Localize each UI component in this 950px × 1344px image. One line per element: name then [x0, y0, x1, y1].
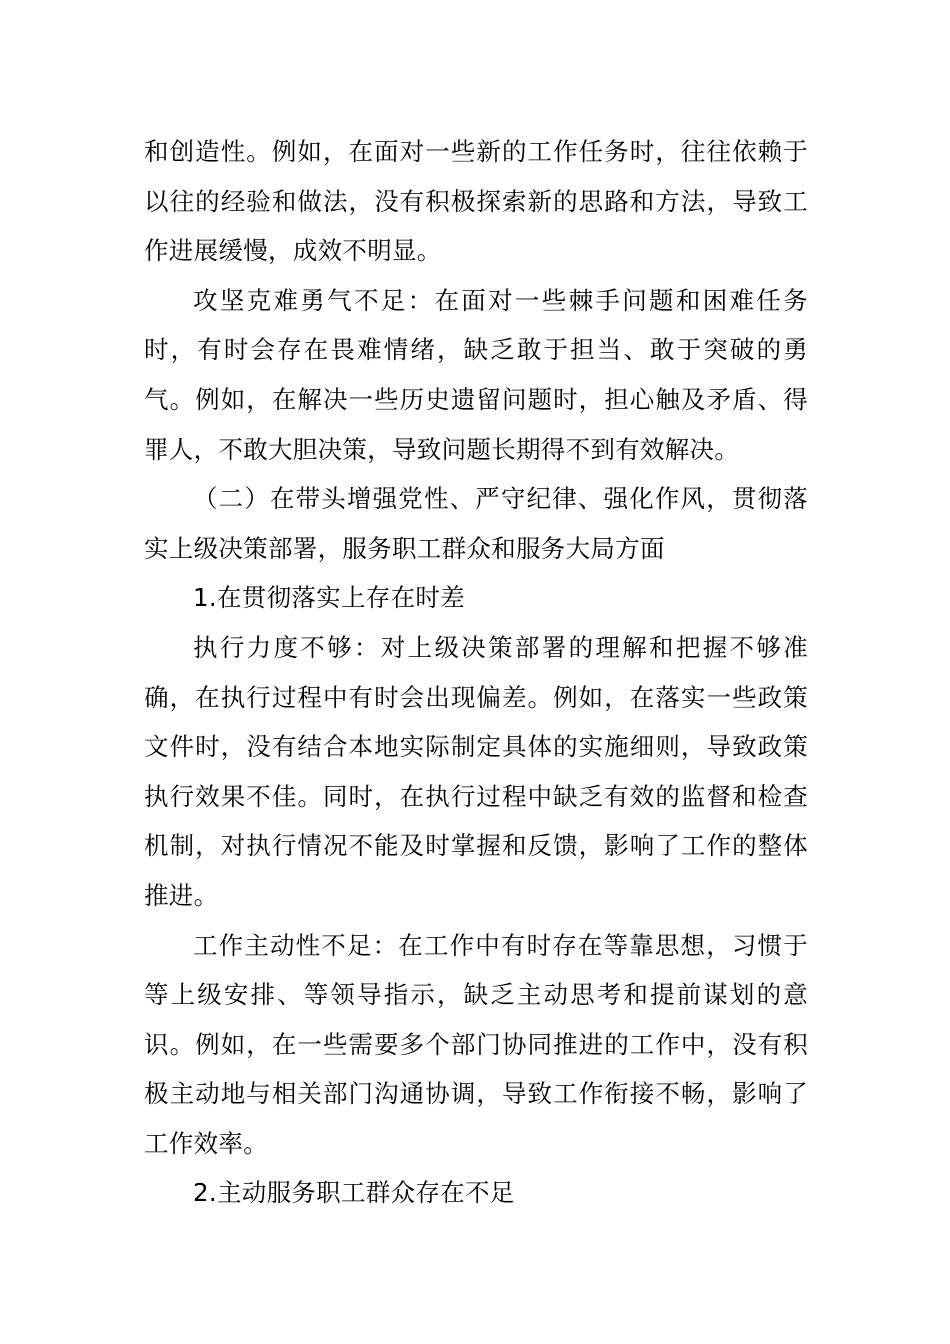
paragraph-continuation: 和创造性。例如，在面对一些新的工作任务时，往往依赖于以往的经验和做法，没有积极探索新的思路和方法，导致工作进展缓慢，成效不明显。	[144, 137, 808, 266]
subheading-2: 2.主动服务职工群众存在不足	[193, 1178, 515, 1208]
subheading-1: 1.在贯彻落实上存在时差	[193, 583, 465, 613]
section-heading-two: （二）在带头增强党性、严守纪律、强化作风，贯彻落实上级决策部署，服务职工群众和服务大局方面	[144, 484, 808, 563]
document-body	[144, 127, 808, 1218]
paragraph-courage: 攻坚克难勇气不足：在面对一些棘手问题和困难任务时，有时会存在畏难情绪，缺乏敢于担当、敢于突破的勇气。例如，在解决一些历史遗留问题时，担心触及矛盾、得罪人，不敢大胆决策，导致问题长期得不到有效解决。	[144, 285, 808, 464]
paragraph-execution: 执行力度不够：对上级决策部署的理解和把握不够准确，在执行过程中有时会出现偏差。例如，在落实一些政策文件时，没有结合本地实际制定具体的实施细则，导致政策执行效果不佳。同时，在执行过程中缺乏有效的监督和检查机制，对执行情况不能及时掌握和反馈，影响了工作的整体推进。	[144, 632, 808, 910]
paragraph-initiative: 工作主动性不足：在工作中有时存在等靠思想，习惯于等上级安排、等领导指示，缺乏主动思考和提前谋划的意识。例如，在一些需要多个部门协同推进的工作中，没有积极主动地与相关部门沟通协调，导致工作衔接不畅，影响了工作效率。	[144, 930, 808, 1158]
